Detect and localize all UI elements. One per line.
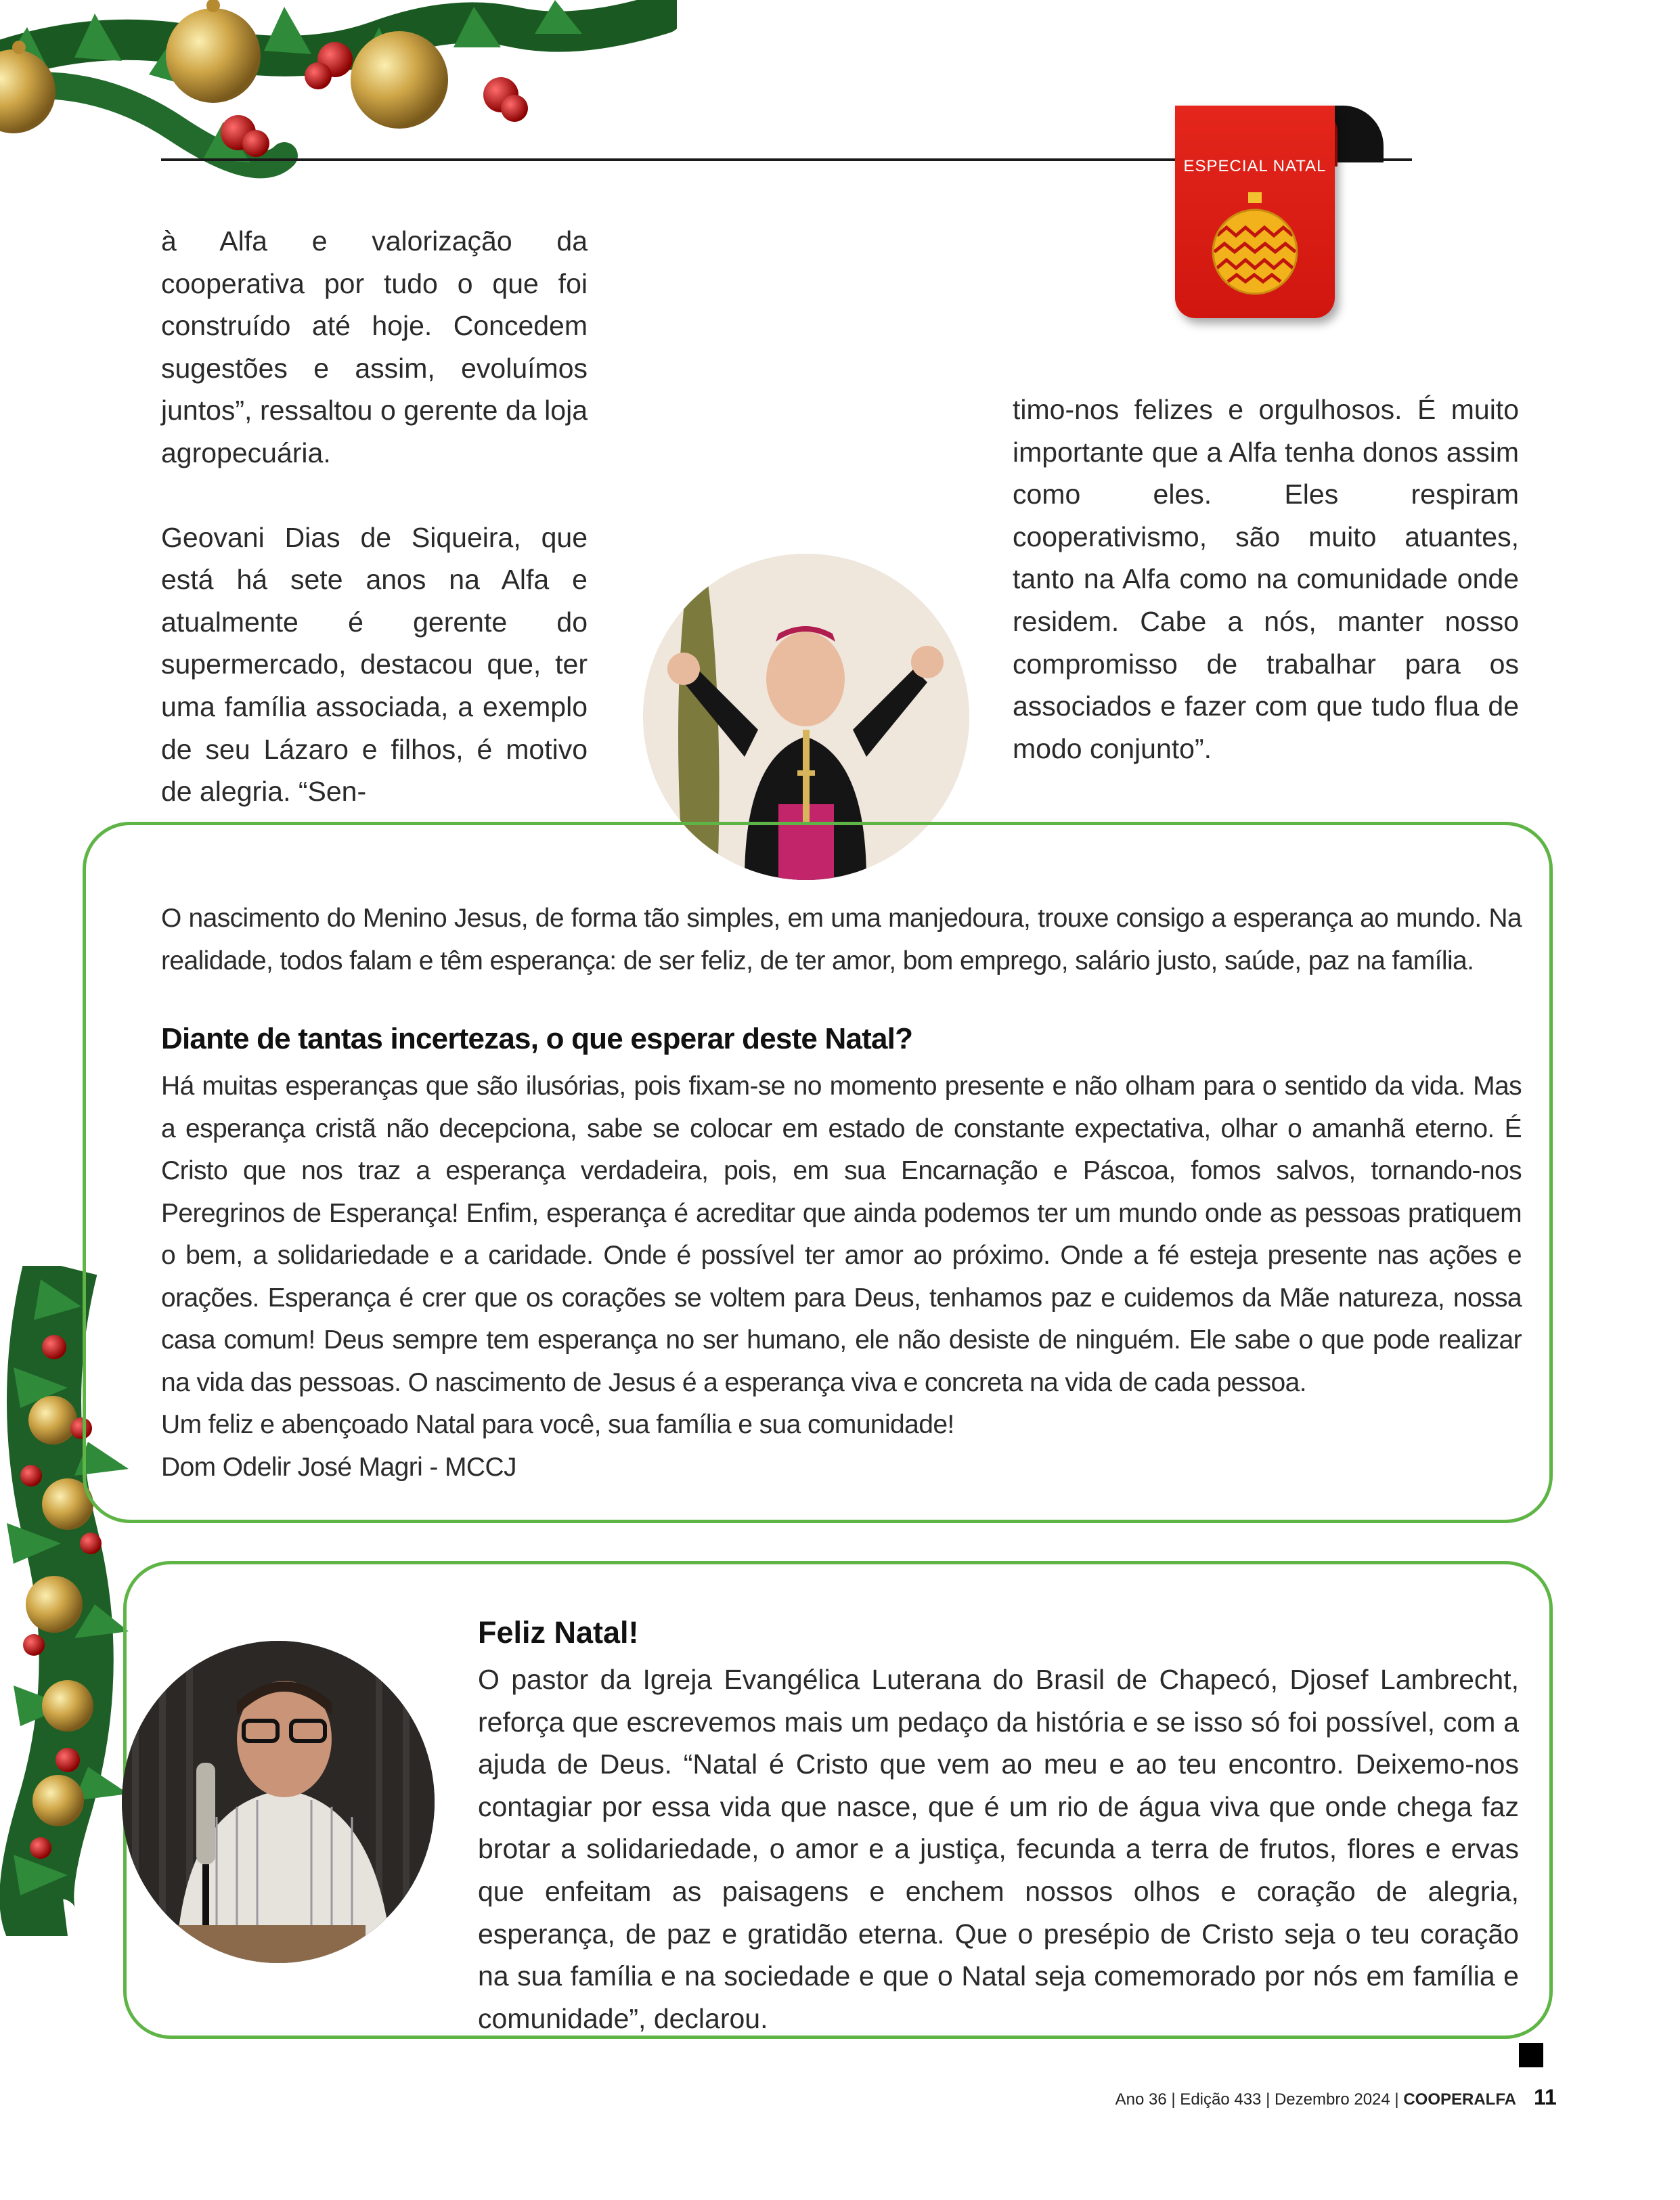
- footer-brand: COOPERALFA: [1403, 2090, 1516, 2109]
- bishop-message-signature: Dom Odelir José Magri - MCCJ: [161, 1452, 516, 1482]
- bishop-message-closing: Um feliz e abençoado Natal para você, sua família e sua comunidade!: [161, 1410, 954, 1439]
- end-of-article-square-icon: [1519, 2043, 1543, 2067]
- left-paragraph: à Alfa e valorização da cooperativa por tudo o que foi construído até hoje. Concedem sugestões e assim, evoluímos juntos”, ressaltou o gerente da loja agropecuária.: [161, 225, 588, 468]
- left-paragraph: Geovani Dias de Siqueira, que está há sete anos na Alfa e atualmente é gerente do supermercado, destacou que, ter uma família associada, a exemplo de seu Lázaro e filhos, é motivo de alegria. “Sen-: [161, 521, 588, 808]
- page-number: 11: [1534, 2085, 1557, 2109]
- pastor-message-heading: Feliz Natal!: [478, 1615, 639, 1650]
- footer-issue: Ano 36 | Edição 433 | Dezembro 2024 |: [1115, 2090, 1404, 2109]
- bishop-message-heading: Diante de tantas incertezas, o que esperar deste Natal?: [161, 1022, 913, 1055]
- bishop-message-paragraph: Há muitas esperanças que são ilusórias, pois fixam-se no momento presente e não olham para o sentido da vida. Mas a esperança cristã não decepciona, sabe se colocar em estado de constante expectativa, olhar o amanhã eterno. É Cristo que nos traz a esperança verdadeira, pois, em sua Encarnação e Páscoa, fomos salvos, tornando-nos Peregrinos de Esperança! Enfim, esperança é acreditar que ainda podemos ter um mundo onde as pessoas pratiquem o bem, a solidariedade e a caridade. Onde é possível ter amor ao próximo. Onde a fé esteja presente nas ações e orações. Esperança é crer que os corações se voltem para Deus, tenhamos paz e cuidemos da Mãe natureza, nossa casa comum! Deus sempre tem esperança no ser humano, ele não desiste de ninguém. Ele sabe o que pode realizar na vida das pessoas. O nascimento de Jesus é a esperança viva e concreta na vida de cada pessoa.: [161, 1072, 1522, 1397]
- bishop-message-body: [161, 1065, 1522, 1489]
- pastor-message-body: O pastor da Igreja Evangélica Luterana do Brasil de Chapecó, Djosef Lambrecht, reforça que escrevemos mais um pedaço da história e se isso só foi possível, com a ajuda de Deus. “Natal é Cristo que vem ao meu e ao teu encontro. Deixemo-nos contagiar por essa vida que nasce, que é um rio de água viva que onde chega faz brotar a solidariedade, o amor e a justiça, fecunda a terra de frutos, flores e ervas que enfeitam as paisagens e enchem nossos olhos e coração de alegria, esperança, de paz e gratidão eterna. Que o presépio de Cristo seja o teu coração na sua família e na sociedade e que o Natal seja comemorado por nós em família e comunidade”, declarou.: [478, 1664, 1519, 2034]
- page-footer: [1115, 2090, 1554, 2109]
- section-tag-label: ESPECIAL NATAL: [1183, 157, 1327, 175]
- bishop-message-intro: O nascimento do Menino Jesus, de forma tão simples, em uma manjedoura, trouxe consigo a esperança ao mundo. Na realidade, todos falam e têm esperança: de ser feliz, de ter amor, bom emprego, salário justo, saúde, paz na família.: [161, 904, 1522, 975]
- left-column-text: [161, 220, 588, 855]
- right-column-text: timo-nos felizes e orgulhosos. É muito importante que a Alfa tenha donos assim como eles. Eles respiram cooperativismo, são muito atuantes, tanto na Alfa como na comunidade onde residem. Cabe a nós, manter nosso compromisso de trabalhar para os associados e fazer com que tudo flua de modo conjunto”.: [1013, 394, 1519, 764]
- pastor-portrait-icon: [122, 1641, 435, 1963]
- pastor-photo: [122, 1641, 435, 1963]
- christmas-ornament-icon: [1209, 191, 1301, 299]
- christmas-garland-top-icon: [0, 0, 677, 203]
